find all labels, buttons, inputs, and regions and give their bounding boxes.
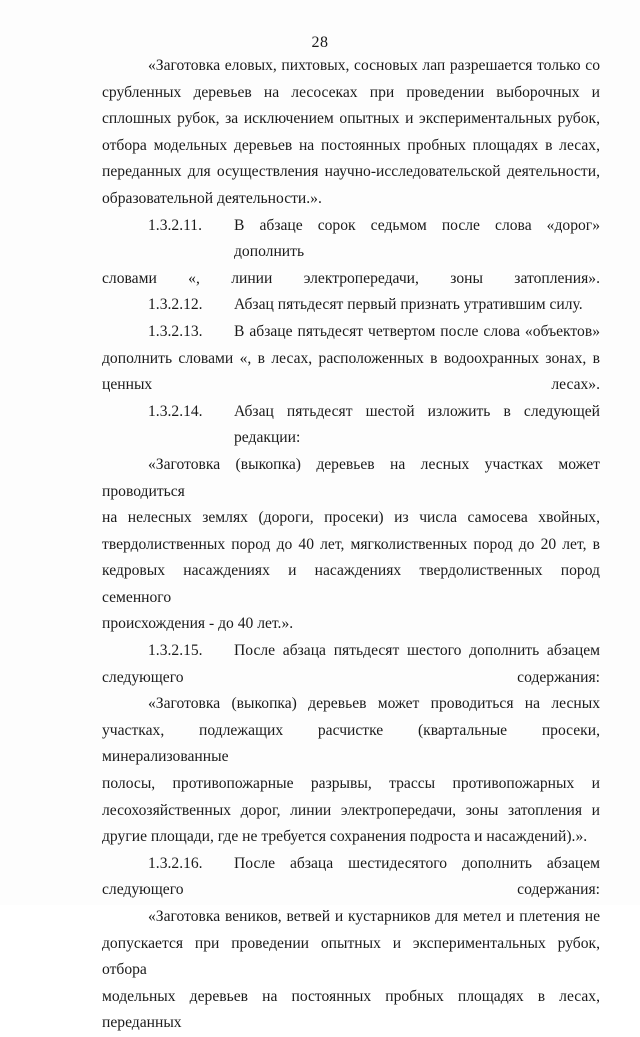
- clause-number: 1.3.2.14.: [148, 402, 203, 420]
- text-line: происхождения - до 40 лет.».: [102, 615, 294, 633]
- quote-paragraph: [102, 691, 600, 851]
- text-line: участках, подлежащих расчистке (квартальные просеки, минерализованные: [102, 721, 600, 766]
- text-line: дополнить словами «, в лесах, расположенных в водоохранных зонах, в: [102, 349, 600, 367]
- text-line: срубленных деревьев на лесосеках при проведении выборочных и: [102, 83, 600, 101]
- text-line: твердолиственных пород до 40 лет, мягколиственных пород до 20 лет, в: [102, 535, 600, 553]
- text-line: сплошных рубок, за исключением опытных и экспериментальных рубок,: [102, 110, 600, 128]
- text-line: допускается при проведении опытных и экспериментальных рубок, отбора: [102, 934, 600, 979]
- text-line: После абзаца пятьдесят шестого дополнить абзацем: [234, 642, 600, 660]
- text-line: лесохозяйственных дорог, линии электропередачи, зоны затопления и: [102, 801, 600, 819]
- clause-paragraph: [102, 851, 600, 904]
- text-line: «Заготовка (выкопка) деревьев на лесных участках может проводиться: [102, 455, 600, 500]
- text-line: Абзац пятьдесят первый признать утратившим силу.: [234, 296, 583, 314]
- clause-heading-line: [102, 851, 600, 878]
- clause-paragraph: [102, 213, 600, 293]
- clause-heading-line: [102, 292, 600, 319]
- page-number: 28: [311, 34, 329, 51]
- clause-heading-line: [102, 213, 600, 266]
- quote-paragraph: [102, 904, 600, 1037]
- text-line: «Заготовка еловых, пихтовых, сосновых лап разрешается только со: [148, 57, 600, 74]
- clause-paragraph: [102, 319, 600, 399]
- text-line: ценных лесах».: [102, 376, 600, 394]
- text-line: другие площади, где не требуется сохранения подроста и насаждений).».: [102, 828, 588, 846]
- text-line: Абзац пятьдесят шестой изложить в следующей редакции:: [234, 402, 600, 447]
- text-line: следующего содержания:: [102, 668, 600, 686]
- clause-paragraph: [102, 399, 600, 452]
- text-line: отбора модельных деревьев на постоянных пробных площадях в лесах,: [102, 136, 600, 154]
- document-body: [102, 53, 600, 1037]
- clause-number: 1.3.2.11.: [148, 216, 202, 234]
- clause-number: 1.3.2.12.: [148, 296, 203, 314]
- quote-paragraph: [102, 452, 600, 638]
- text-line: словами «, линии электропередачи, зоны затопления».: [102, 269, 600, 287]
- text-line: полосы, противопожарные разрывы, трассы противопожарных и: [102, 775, 600, 793]
- text-line: «Заготовка (выкопка) деревьев может проводиться на лесных: [148, 695, 600, 713]
- text-line: образовательной деятельности.».: [102, 189, 322, 207]
- text-line: следующего содержания:: [102, 881, 600, 899]
- text-line: В абзаце сорок седьмом после слова «дорог» дополнить: [234, 216, 600, 261]
- clause-number: 1.3.2.16.: [148, 854, 203, 872]
- clause-number: 1.3.2.13.: [148, 322, 203, 340]
- text-line: После абзаца шестидесятого дополнить абзацем: [234, 854, 600, 872]
- clause-heading-line: [102, 638, 600, 665]
- text-line: «Заготовка веников, ветвей и кустарников для метел и плетения не: [148, 908, 600, 925]
- text-line: переданных для осуществления научно-исследовательской деятельности,: [102, 163, 600, 181]
- text-line: В абзаце пятьдесят четвертом после слова «объектов»: [234, 322, 600, 340]
- text-line: модельных деревьев на постоянных пробных площадях в лесах, переданных: [102, 987, 600, 1032]
- clause-paragraph: [102, 292, 600, 319]
- clause-heading-line: [102, 319, 600, 346]
- text-line: на нелесных землях (дороги, просеки) из числа самосева хвойных,: [102, 509, 600, 527]
- text-line: кедровых насаждениях и насаждениях твердолиственных пород семенного: [102, 562, 600, 606]
- clause-number: 1.3.2.15.: [148, 642, 203, 660]
- clause-heading-line: [102, 399, 600, 452]
- clause-paragraph: [102, 638, 600, 691]
- quote-paragraph: [102, 53, 600, 213]
